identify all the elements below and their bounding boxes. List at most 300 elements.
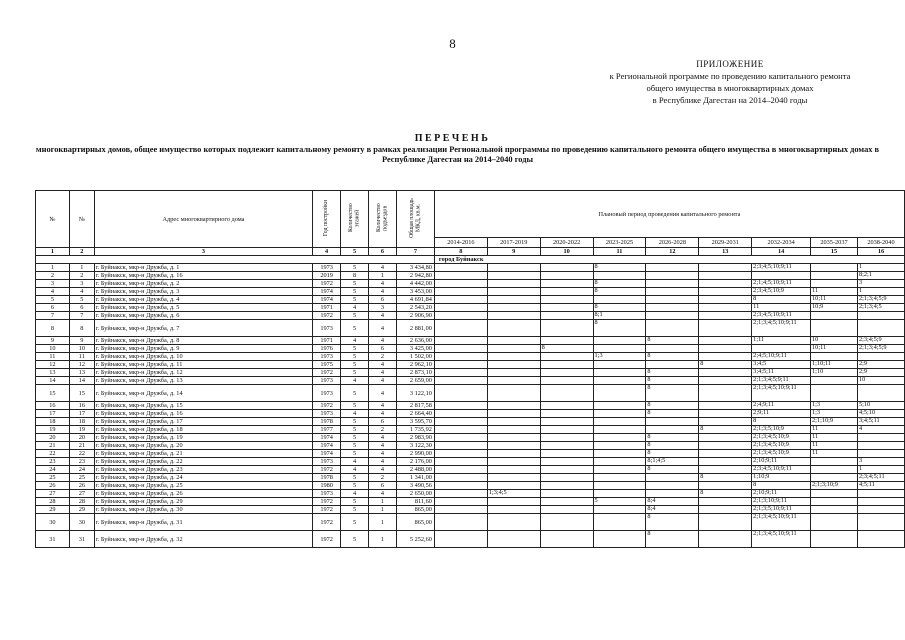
period-cell: 8	[646, 369, 699, 377]
area-cell: 4 691,84	[396, 296, 434, 304]
period-cell	[434, 450, 487, 458]
period-cell	[593, 506, 646, 514]
address-cell: г. Буйнакск, мкр-н Дружба, д. 10	[94, 353, 312, 361]
area-cell: 2 983,90	[396, 434, 434, 442]
address-cell: г. Буйнакск, мкр-н Дружба, д. 18	[94, 426, 312, 434]
period-header: 2023-2025	[593, 238, 646, 248]
period-cell	[811, 466, 858, 474]
table-row	[36, 506, 905, 514]
period-cell: 8	[752, 482, 811, 490]
period-cell: 1;10	[811, 369, 858, 377]
period-cell: 2;3;4;5;10;9	[752, 288, 811, 296]
area-cell: 2 990,00	[396, 450, 434, 458]
row-number-local: 26	[69, 482, 94, 490]
period-cell	[487, 337, 540, 345]
address-cell: г. Буйнакск, мкр-н Дружба, д. 15	[94, 402, 312, 410]
period-cell	[434, 337, 487, 345]
period-cell: 2;1;3;4;5;10;9;11	[752, 385, 811, 402]
area-cell: 2 636,00	[396, 337, 434, 345]
period-cell	[646, 426, 699, 434]
row-number-local: 27	[69, 490, 94, 498]
table-row	[36, 426, 905, 434]
period-cell	[487, 288, 540, 296]
address-cell: г. Буйнакск, мкр-н Дружба, д. 25	[94, 482, 312, 490]
row-number: 13	[36, 369, 70, 377]
entrances-cell: 4	[369, 442, 397, 450]
year-cell: 1972	[313, 402, 341, 410]
period-cell	[699, 377, 752, 385]
area-cell: 2 881,00	[396, 320, 434, 337]
appendix-line: к Региональной программе по проведению капитального ремонта	[609, 71, 851, 81]
floors-cell: 5	[341, 264, 369, 272]
row-number: 2	[36, 272, 70, 280]
entrances-cell: 4	[369, 361, 397, 369]
header-address: Адрес многоквартирного дома	[94, 191, 312, 248]
period-cell: 8;4	[646, 498, 699, 506]
period-cell: 11	[811, 426, 858, 434]
year-cell: 1978	[313, 418, 341, 426]
row-number-local: 30	[69, 514, 94, 531]
entrances-cell: 4	[369, 490, 397, 498]
period-cell: 1	[857, 264, 904, 272]
entrances-cell: 4	[369, 312, 397, 320]
period-cell	[699, 514, 752, 531]
table-row	[36, 482, 905, 490]
period-cell: 8;4	[646, 506, 699, 514]
row-number-local: 1	[69, 264, 94, 272]
period-cell: 1;10;9	[752, 474, 811, 482]
row-number: 26	[36, 482, 70, 490]
period-cell	[434, 482, 487, 490]
period-cell	[487, 450, 540, 458]
period-cell: 2;1;3;5;10;9;11	[752, 506, 811, 514]
floors-cell: 5	[341, 474, 369, 482]
period-cell	[487, 458, 540, 466]
floors-cell: 5	[341, 482, 369, 490]
floors-cell: 5	[341, 402, 369, 410]
entrances-cell: 4	[369, 402, 397, 410]
row-number: 24	[36, 466, 70, 474]
period-header: 2014-2016	[434, 238, 487, 248]
floors-cell: 5	[341, 385, 369, 402]
period-cell	[540, 312, 593, 320]
period-cell	[857, 312, 904, 320]
entrances-cell: 4	[369, 385, 397, 402]
period-cell	[811, 474, 858, 482]
period-cell: 10;11	[811, 296, 858, 304]
period-cell	[811, 377, 858, 385]
period-cell	[434, 410, 487, 418]
area-cell: 4 442,00	[396, 280, 434, 288]
period-cell	[487, 385, 540, 402]
period-cell: 11	[811, 288, 858, 296]
table-row	[36, 402, 905, 410]
city-row	[36, 256, 905, 264]
year-cell: 1972	[313, 514, 341, 531]
period-cell	[487, 442, 540, 450]
period-cell	[646, 361, 699, 369]
period-cell	[434, 418, 487, 426]
area-cell: 811,60	[396, 498, 434, 506]
area-cell: 2 488,00	[396, 466, 434, 474]
floors-cell: 4	[341, 377, 369, 385]
period-cell	[699, 458, 752, 466]
row-number: 3	[36, 280, 70, 288]
period-cell	[540, 466, 593, 474]
row-number-local: 7	[69, 312, 94, 320]
period-cell	[487, 304, 540, 312]
row-number: 10	[36, 345, 70, 353]
period-cell	[540, 531, 593, 548]
table-row	[36, 490, 905, 498]
floors-cell: 4	[341, 337, 369, 345]
row-number-local: 22	[69, 450, 94, 458]
period-cell: 8	[593, 264, 646, 272]
period-cell: 8	[646, 450, 699, 458]
address-cell: г. Буйнакск, мкр-н Дружба, д. 21	[94, 450, 312, 458]
period-cell: 8;1	[593, 312, 646, 320]
address-cell: г. Буйнакск, мкр-н Дружба, д. 5	[94, 304, 312, 312]
period-cell	[811, 264, 858, 272]
period-cell	[752, 345, 811, 353]
entrances-cell: 4	[369, 280, 397, 288]
period-cell	[857, 450, 904, 458]
period-cell	[646, 288, 699, 296]
period-cell	[487, 320, 540, 337]
period-cell	[434, 466, 487, 474]
period-cell: 2;1;3;10;9;11	[752, 498, 811, 506]
period-cell	[593, 466, 646, 474]
row-number-local: 8	[69, 320, 94, 337]
period-cell	[646, 320, 699, 337]
period-cell: 8	[540, 345, 593, 353]
table-row	[36, 361, 905, 369]
period-cell	[699, 280, 752, 288]
period-cell	[540, 434, 593, 442]
entrances-cell: 4	[369, 410, 397, 418]
row-number-local: 25	[69, 474, 94, 482]
area-cell: 1 341,00	[396, 474, 434, 482]
period-cell	[434, 426, 487, 434]
period-cell	[434, 361, 487, 369]
header-floors-cell	[341, 191, 369, 248]
header-year-cell	[313, 191, 341, 248]
period-cell	[752, 272, 811, 280]
period-cell	[540, 442, 593, 450]
period-cell	[857, 506, 904, 514]
period-cell	[487, 466, 540, 474]
period-cell: 2;1;3;5;10;9	[752, 426, 811, 434]
floors-cell: 5	[341, 296, 369, 304]
period-cell	[540, 264, 593, 272]
floors-cell: 5	[341, 450, 369, 458]
period-cell	[487, 345, 540, 353]
period-cell	[646, 345, 699, 353]
row-number: 30	[36, 514, 70, 531]
header-floors: Количество этажей	[348, 203, 361, 233]
table-row	[36, 369, 905, 377]
period-cell: 3	[857, 458, 904, 466]
entrances-cell: 6	[369, 418, 397, 426]
period-cell	[487, 506, 540, 514]
period-cell	[857, 531, 904, 548]
year-cell: 1971	[313, 337, 341, 345]
period-cell	[434, 304, 487, 312]
period-cell	[699, 320, 752, 337]
period-cell	[540, 474, 593, 482]
period-cell	[646, 482, 699, 490]
period-cell: 1;11	[752, 337, 811, 345]
address-cell: г. Буйнакск, мкр-н Дружба, д. 13	[94, 377, 312, 385]
period-cell	[434, 369, 487, 377]
header-plan: Плановый период проведения капитального ремонта	[434, 191, 904, 238]
period-cell	[699, 296, 752, 304]
period-cell	[487, 377, 540, 385]
period-cell: 1	[857, 288, 904, 296]
row-number: 27	[36, 490, 70, 498]
period-cell: 3;4;5;11	[752, 369, 811, 377]
period-cell: 2;4;5;10;9;11	[752, 353, 811, 361]
table-row	[36, 353, 905, 361]
period-header: 2020-2022	[540, 238, 593, 248]
period-cell	[487, 312, 540, 320]
period-cell: 8	[699, 490, 752, 498]
table-row	[36, 272, 905, 280]
area-cell: 3 122,30	[396, 442, 434, 450]
floors-cell: 5	[341, 345, 369, 353]
period-cell	[540, 450, 593, 458]
row-number: 19	[36, 426, 70, 434]
table-row	[36, 474, 905, 482]
period-cell	[487, 369, 540, 377]
period-cell	[434, 402, 487, 410]
year-cell: 1973	[313, 490, 341, 498]
period-cell	[811, 458, 858, 466]
year-cell: 1973	[313, 353, 341, 361]
address-cell: г. Буйнакск, мкр-н Дружба, д. 30	[94, 506, 312, 514]
period-cell	[593, 296, 646, 304]
entrances-cell: 4	[369, 369, 397, 377]
period-cell: 1	[857, 466, 904, 474]
period-cell	[540, 498, 593, 506]
period-cell	[487, 426, 540, 434]
year-cell: 1975	[313, 361, 341, 369]
period-cell	[434, 385, 487, 402]
period-cell: 2;1;3;4;5;10;9;11	[752, 531, 811, 548]
column-number: 3	[94, 248, 312, 256]
period-cell: 3;4;5	[752, 361, 811, 369]
period-cell: 8	[646, 377, 699, 385]
period-cell: 2;10;9;11	[752, 490, 811, 498]
period-cell	[699, 264, 752, 272]
period-cell	[593, 385, 646, 402]
entrances-cell: 4	[369, 458, 397, 466]
period-cell	[540, 272, 593, 280]
period-cell	[487, 353, 540, 361]
period-header: 2035-2037	[811, 238, 858, 248]
period-cell	[434, 296, 487, 304]
floors-cell: 5	[341, 361, 369, 369]
period-cell	[540, 337, 593, 345]
header-row	[36, 191, 905, 238]
row-number: 17	[36, 410, 70, 418]
address-cell: г. Буйнакск, мкр-н Дружба, д. 6	[94, 312, 312, 320]
period-cell	[646, 490, 699, 498]
period-cell: 2;1;4;5;10;9;11	[752, 280, 811, 288]
period-cell	[434, 498, 487, 506]
period-cell	[434, 288, 487, 296]
row-number: 25	[36, 474, 70, 482]
period-cell: 8	[646, 466, 699, 474]
period-cell: 10	[857, 377, 904, 385]
period-cell	[593, 531, 646, 548]
period-cell: 2;1;3;4;5;9;11	[752, 377, 811, 385]
area-cell: 2 817,58	[396, 402, 434, 410]
period-cell	[593, 272, 646, 280]
period-cell	[646, 474, 699, 482]
row-number-local: 2	[69, 272, 94, 280]
period-cell	[487, 482, 540, 490]
period-cell: 10;11	[811, 345, 858, 353]
row-number-local: 31	[69, 531, 94, 548]
period-cell	[811, 320, 858, 337]
period-cell	[699, 312, 752, 320]
area-cell: 3 595,70	[396, 418, 434, 426]
period-cell	[811, 498, 858, 506]
period-cell	[434, 531, 487, 548]
floors-cell: 5	[341, 418, 369, 426]
header-entrances-cell	[369, 191, 397, 248]
document-subtitle: многоквартирных домов, общее имущество которых подлежит капитальному ремонту в рамках реализации Региональной программы по проведению капитального ремонта общего имущества в многоквартирных домах в Республике Дагестан на 2014–2040 годы	[35, 145, 880, 164]
entrances-cell: 6	[369, 345, 397, 353]
period-cell: 8	[646, 402, 699, 410]
row-number: 7	[36, 312, 70, 320]
address-cell: г. Буйнакск, мкр-н Дружба, д. 14	[94, 385, 312, 402]
column-number: 1	[36, 248, 70, 256]
city-row-spacer	[36, 256, 435, 264]
row-number: 15	[36, 385, 70, 402]
address-cell: г. Буйнакск, мкр-н Дружба, д. 26	[94, 490, 312, 498]
floors-cell: 5	[341, 498, 369, 506]
appendix-line: в Республике Дагестан на 2014–2040 годы	[652, 95, 808, 105]
period-cell: 1;3	[811, 410, 858, 418]
entrances-cell: 3	[369, 304, 397, 312]
period-cell: 3	[857, 280, 904, 288]
row-number-local: 6	[69, 304, 94, 312]
row-number-local: 21	[69, 442, 94, 450]
period-header: 2032-2034	[752, 238, 811, 248]
repair-schedule-table	[35, 190, 905, 548]
period-cell	[434, 353, 487, 361]
period-cell	[540, 296, 593, 304]
row-number: 21	[36, 442, 70, 450]
period-cell: 2;4;9;11	[752, 402, 811, 410]
row-number-local: 12	[69, 361, 94, 369]
period-cell	[699, 410, 752, 418]
column-number: 13	[699, 248, 752, 256]
period-cell: 2;1;3;4;5;10;9	[752, 434, 811, 442]
period-cell	[699, 304, 752, 312]
year-cell: 1973	[313, 264, 341, 272]
period-cell	[540, 361, 593, 369]
period-header: 2038-2040	[857, 238, 904, 248]
floors-cell: 4	[341, 466, 369, 474]
row-number: 1	[36, 264, 70, 272]
column-number: 11	[593, 248, 646, 256]
period-cell: 2;10;9;11	[752, 458, 811, 466]
period-cell	[434, 272, 487, 280]
period-cell: 2;3;4;5;10;9;11	[752, 466, 811, 474]
period-cell	[540, 458, 593, 466]
area-cell: 2 942,80	[396, 272, 434, 280]
period-cell	[434, 474, 487, 482]
period-cell	[540, 402, 593, 410]
row-number-local: 24	[69, 466, 94, 474]
period-cell: 8	[646, 514, 699, 531]
table-body	[36, 256, 905, 548]
area-cell: 865,00	[396, 514, 434, 531]
period-cell	[487, 474, 540, 482]
row-number: 5	[36, 296, 70, 304]
period-cell: 8	[699, 361, 752, 369]
period-cell: 2;1;3;4;5;10;9;11	[752, 320, 811, 337]
header-entrances: Количество подъездов	[376, 203, 389, 233]
period-cell: 8;2;1	[857, 272, 904, 280]
period-cell: 8	[752, 418, 811, 426]
row-number-local: 15	[69, 385, 94, 402]
row-number: 20	[36, 434, 70, 442]
period-header: 2026-2028	[646, 238, 699, 248]
row-number-local: 10	[69, 345, 94, 353]
year-cell: 1974	[313, 434, 341, 442]
table-row	[36, 514, 905, 531]
period-cell	[487, 514, 540, 531]
row-number: 16	[36, 402, 70, 410]
period-cell	[857, 498, 904, 506]
period-cell	[699, 442, 752, 450]
period-cell: 8	[646, 442, 699, 450]
area-cell: 2 664,40	[396, 410, 434, 418]
entrances-cell: 2	[369, 353, 397, 361]
period-cell	[811, 531, 858, 548]
period-cell	[699, 466, 752, 474]
address-cell: г. Буйнакск, мкр-н Дружба, д. 11	[94, 361, 312, 369]
floors-cell: 4	[341, 304, 369, 312]
table-row	[36, 337, 905, 345]
period-cell	[434, 506, 487, 514]
area-cell: 2 906,90	[396, 312, 434, 320]
area-cell: 865,00	[396, 506, 434, 514]
period-cell	[487, 434, 540, 442]
area-cell: 2 176,00	[396, 458, 434, 466]
row-number-local: 5	[69, 296, 94, 304]
period-cell: 2;1;3;4;5;10;9	[752, 450, 811, 458]
year-cell: 1978	[313, 474, 341, 482]
period-cell	[811, 514, 858, 531]
row-number-local: 23	[69, 458, 94, 466]
period-cell	[593, 482, 646, 490]
row-number: 18	[36, 418, 70, 426]
period-cell: 8;1;4;5	[646, 458, 699, 466]
row-number-local: 9	[69, 337, 94, 345]
table-row	[36, 377, 905, 385]
period-cell	[540, 426, 593, 434]
period-cell	[434, 434, 487, 442]
column-number: 10	[540, 248, 593, 256]
period-cell	[434, 377, 487, 385]
period-cell: 1;3	[811, 402, 858, 410]
period-cell	[487, 498, 540, 506]
